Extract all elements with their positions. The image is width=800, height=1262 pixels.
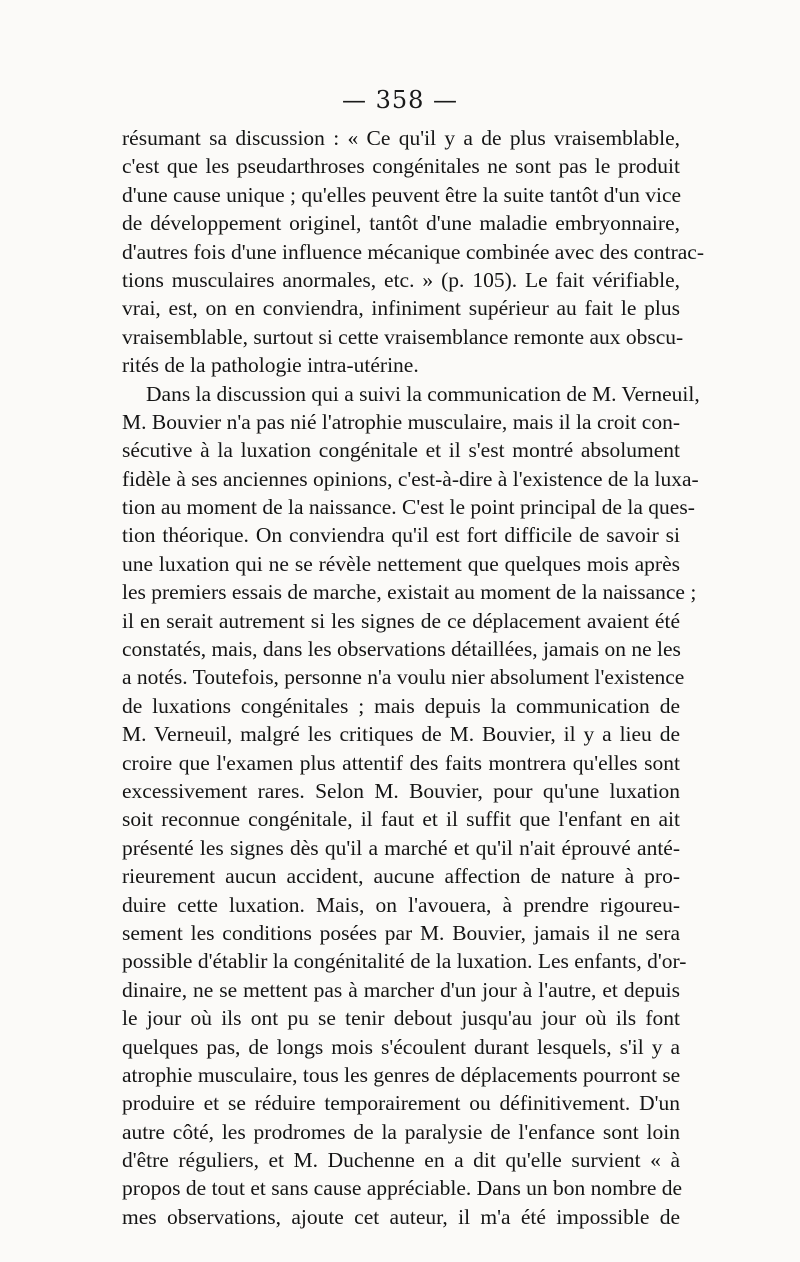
text-line: rieurement aucun accident, aucune affection de nature à pro- [122, 864, 680, 889]
text-line: possible d'établir la congénitalité de la luxation. Les enfants, d'or- [122, 949, 687, 974]
text-line: c'est que les pseudarthroses congénitales ne sont pas le produit [122, 154, 680, 179]
text-line: de luxations congénitales ; mais depuis la communication de [122, 693, 680, 718]
text-line: rités de la pathologie intra-utérine. [122, 353, 419, 378]
text-line: tion théorique. On conviendra qu'il est fort difficile de savoir si [122, 523, 680, 548]
text-line: propos de tout et sans cause appréciable. Dans un bon nombre de [122, 1176, 683, 1201]
text-line: vrai, est, on en conviendra, infiniment supérieur au fait le plus [122, 296, 680, 321]
page-number: — 358 — [341, 86, 459, 114]
text-line: le jour où ils ont pu se tenir debout jusqu'au jour où ils font [122, 1006, 680, 1031]
text-line: M. Verneuil, malgré les critiques de M. Bouvier, il y a lieu de [122, 722, 680, 747]
text-line: tions musculaires anormales, etc. » (p. 105). Le fait vérifiable, [122, 267, 680, 292]
text-line: sement les conditions posées par M. Bouvier, jamais il ne sera [122, 920, 680, 945]
text-line: les premiers essais de marche, existait au moment de la naissance ; [122, 580, 697, 605]
text-line: il en serait autrement si les signes de ce déplacement avaient été [122, 608, 680, 633]
body-text [122, 124, 705, 1231]
text-line: résumant sa discussion : « Ce qu'il y a de plus vraisemblable, [122, 126, 680, 150]
text-line: mes observations, ajoute cet auteur, il m'a été impossible de [122, 1204, 680, 1229]
text-line: a notés. Toutefois, personne n'a voulu nier absolument l'existence [122, 665, 685, 690]
text-line: autre côté, les prodromes de la paralysie de l'enfance sont loin [122, 1119, 680, 1144]
text-line: fidèle à ses anciennes opinions, c'est-à-dire à l'existence de la luxa- [122, 466, 699, 491]
text-line: quelques pas, de longs mois s'écoulent durant lesquels, s'il y a [122, 1034, 680, 1059]
text-line: M. Bouvier n'a pas nié l'atrophie musculaire, mais il la croit con- [122, 409, 680, 434]
text-line: présenté les signes dès qu'il a marché et qu'il n'ait éprouvé anté- [122, 835, 680, 860]
text-line: tion au moment de la naissance. C'est le point principal de la ques- [122, 495, 695, 520]
text-line: duire cette luxation. Mais, on l'avouera, à prendre rigoureu- [122, 892, 680, 917]
text-line: vraisemblable, surtout si cette vraisemblance remonte aux obscu- [122, 324, 684, 349]
text-line: Dans la discussion qui a suivi la communication de M. Verneuil, [146, 381, 700, 406]
text-line: de développement originel, tantôt d'une maladie embryonnaire, [122, 211, 680, 236]
text-line: une luxation qui ne se révèle nettement que quelques mois après [122, 551, 680, 576]
text-line: dinaire, ne se mettent pas à marcher d'un jour à l'autre, et depuis [122, 977, 680, 1002]
text-line: produire et se réduire temporairement ou définitivement. D'un [122, 1091, 680, 1116]
text-line: croire que l'examen plus attentif des faits montrera qu'elles sont [122, 750, 680, 775]
text-line: sécutive à la luxation congénitale et il s'est montré absolument [122, 438, 680, 463]
text-line: constatés, mais, dans les observations détaillées, jamais on ne les [122, 637, 681, 662]
text-line: atrophie musculaire, tous les genres de déplacements pourront se [122, 1062, 681, 1087]
text-line: d'une cause unique ; qu'elles peuvent être la suite tantôt d'un vice [122, 182, 682, 207]
text-line: d'autres fois d'une influence mécanique combinée avec des contrac- [122, 239, 705, 264]
text-line: soit reconnue congénitale, il faut et il suffit que l'enfant en ait [122, 807, 680, 832]
text-line: d'être réguliers, et M. Duchenne en a dit qu'elle survient « à [122, 1148, 680, 1173]
text-line: excessivement rares. Selon M. Bouvier, pour qu'une luxation [122, 778, 680, 803]
